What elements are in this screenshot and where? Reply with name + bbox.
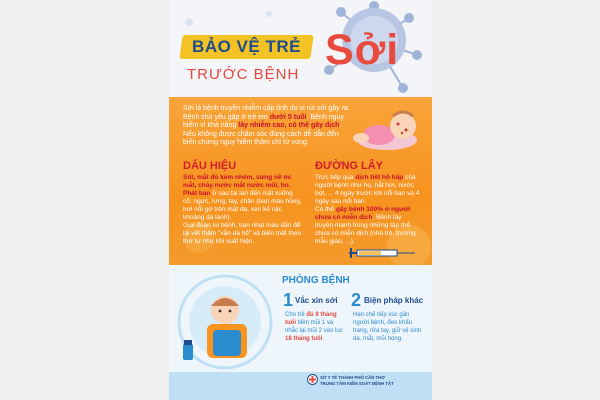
vaccine-text-2: tiêm mũi 1 và nhắc lại mũi 2 vào lúc — [285, 320, 343, 334]
title-banner — [179, 35, 313, 59]
vaccine-text-3: . — [322, 336, 325, 342]
intro-text-2: . Bệnh nguy hiểm vì khả năng — [183, 113, 344, 129]
symptoms-heading: DẤU HIỆU — [183, 160, 237, 172]
intro-highlight-contagious: lây nhiễm cao, có thể gây dịch — [238, 122, 340, 129]
vaccine-text-1: Cho trẻ — [285, 312, 307, 318]
footer-line-1: SỞ Y TẾ THÀNH PHỐ CẦN THƠ — [320, 375, 385, 380]
transmission-highlight-1: dịch tiết hô hấp — [355, 174, 404, 181]
transmission-text-2: của người bệnh như ho, hắt hơi, nước bọt, ... 4 ngày trước khi nổi ban và 4 ngày sau nổi ban. — [315, 174, 420, 205]
measles-poster — [169, 0, 432, 400]
prevention-text-vaccine — [285, 311, 347, 343]
intro-text-1: Sởi là bệnh truyền nhiễm cấp tính do vi rút sởi gây ra. Bệnh chủ yếu gặp ở trẻ em — [183, 105, 350, 121]
title-banner-text: BẢO VỆ TRẺ — [192, 37, 301, 56]
poster-header — [169, 0, 432, 97]
symptoms-text-recovery: Giai đoạn lui bệnh, ban nhạt màu dần để lại vết thâm "vằn da hổ" và biến mất theo thứ tự như khi xuất hiện. — [183, 222, 302, 245]
vaccinated-child-illustration — [173, 272, 277, 372]
prevention-number-2: 2 — [351, 290, 362, 310]
intro-text-3: . Nếu không được chăm sóc đúng cách dễ dẫn đến biến chứng nguy hiểm thậm chí tử vong. — [183, 122, 342, 146]
symptoms-body — [183, 174, 303, 246]
prevention-heading: PHÒNG BỆNH — [282, 275, 350, 286]
symptoms-highlight-rash: Phát ban — [183, 190, 211, 197]
prevention-number-1: 1 — [283, 290, 294, 310]
vaccine-highlight-9-months: đủ 9 tháng tuổi — [285, 312, 337, 326]
health-department-logo-icon — [307, 374, 318, 385]
transmission-text-4: . Bệnh lây truyền mạnh trong những tập thể chưa có miễn dịch (nhà trẻ, trường mẫu giáo, ...). — [315, 214, 416, 245]
title-main: Sởi — [325, 26, 400, 74]
sick-baby-illustration — [345, 100, 425, 160]
prevention-text-other: Hạn chế tiếp xúc gần người bệnh, đeo khẩu trang, rửa tay, giữ vệ sinh da, mắt, mũi họng. — [353, 312, 422, 342]
symptoms-text-rash: ở sau tai lan đến mặt xuống cổ, ngực, lưng, tay, chân (ban màu hồng, hơi nổi gờ trên mặt da, xen kẽ các khoảng da lành). — [183, 190, 302, 221]
transmission-highlight-2: gây bệnh 100% ở người chưa có miễn dịch — [315, 206, 411, 221]
prevention-label-other: Biện pháp khác — [364, 296, 424, 305]
transmission-text-1: Trực tiếp qua — [315, 174, 356, 181]
transmission-heading: ĐƯỜNG LÂY — [315, 160, 384, 172]
symptoms-highlight-signs: Sốt, mắt đỏ kèm nhèm, sưng nề mi mắt, chảy nước mắt nước mũi, ho. — [183, 174, 292, 189]
footer-organization — [320, 375, 394, 386]
intro-highlight-age: dưới 5 tuổi — [269, 113, 307, 121]
vaccine-highlight-18-months: 18 tháng tuổi — [285, 336, 323, 342]
prevention-label-vaccine: Vắc xin sởi — [295, 296, 338, 305]
title-subtitle: TRƯỚC BỆNH — [187, 66, 300, 83]
intro-paragraph — [183, 105, 353, 148]
footer-line-2: TRUNG TÂM KIỂM SOÁT BỆNH TẬT — [320, 380, 394, 386]
syringe-icon — [349, 246, 419, 260]
transmission-text-3: Có thể — [315, 206, 336, 213]
transmission-body — [315, 174, 420, 246]
